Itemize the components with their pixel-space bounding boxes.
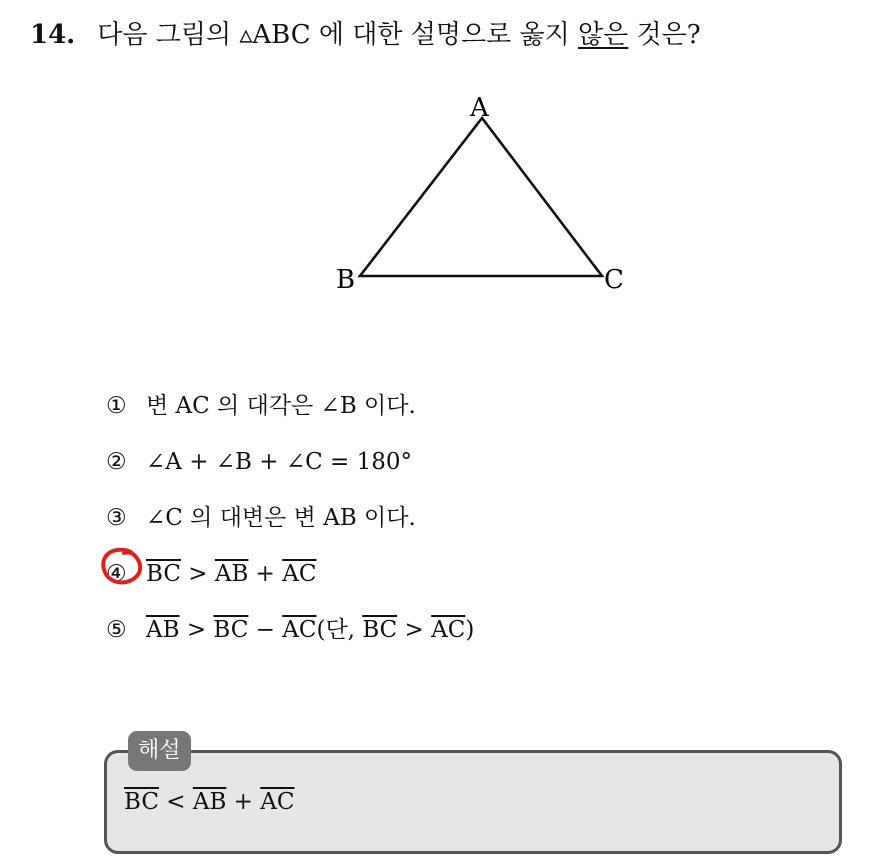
question-stem: 다음 그림의 ▵ABC 에 대한 설명으로 옳지 — [97, 20, 579, 50]
choice-text: ∠A + ∠B + ∠C = 180° — [146, 449, 413, 475]
choice-2[interactable] — [106, 445, 412, 479]
minus-sign: − — [248, 617, 283, 643]
plus-sign: + — [226, 789, 261, 815]
condition-segment-bc: $\overline{BC}$ — [362, 617, 398, 643]
explanation-tag: 해설 — [128, 731, 191, 771]
choice-1[interactable] — [106, 389, 416, 423]
choice-3[interactable] — [106, 501, 416, 535]
answer-circle-mark — [100, 546, 144, 586]
choice-marker: ① — [106, 393, 127, 419]
question-text — [30, 14, 701, 51]
greater-than: > — [180, 561, 215, 587]
plus-sign: + — [248, 561, 283, 587]
explanation-text — [124, 789, 294, 815]
choice-text: 변 AC 의 대각은 ∠B 이다. — [146, 393, 416, 419]
segment-bc: $\overline{BC}$ — [146, 561, 181, 587]
vertex-c-label: C — [604, 265, 624, 295]
question-end: 것은? — [628, 20, 701, 50]
condition-open: (단, — [316, 617, 363, 643]
condition-close: ) — [465, 617, 475, 643]
choice-marker: ⑤ — [106, 617, 127, 643]
segment-bc: $\overline{BC}$ — [124, 789, 159, 815]
choice-marker: ② — [106, 449, 127, 475]
condition-greater-than: > — [397, 617, 432, 643]
choice-text: ∠C 의 대변은 변 AB 이다. — [146, 505, 416, 531]
choice-5[interactable] — [106, 613, 474, 647]
vertex-a-label: A — [470, 93, 489, 123]
segment-ab: $\overline{AB}$ — [146, 617, 180, 643]
vertex-b-label: B — [336, 265, 356, 295]
segment-ab: $\overline{AB}$ — [214, 561, 249, 587]
condition-segment-ac: $\overline{AC}$ — [431, 617, 466, 643]
segment-ac: $\overline{AC}$ — [282, 617, 317, 643]
triangle-abc — [360, 118, 602, 276]
choice-marker: ③ — [106, 505, 127, 531]
question-number: 14. — [30, 20, 76, 50]
question-emphasis: 않은 — [578, 20, 629, 50]
segment-ab: $\overline{AB}$ — [192, 789, 227, 815]
less-than: < — [158, 789, 193, 815]
choice-marker: ④ — [106, 561, 127, 587]
segment-ac: $\overline{AC}$ — [260, 789, 295, 815]
segment-bc: $\overline{BC}$ — [213, 617, 249, 643]
segment-ac: $\overline{AC}$ — [282, 561, 317, 587]
greater-than: > — [179, 617, 214, 643]
triangle-figure — [320, 85, 640, 300]
